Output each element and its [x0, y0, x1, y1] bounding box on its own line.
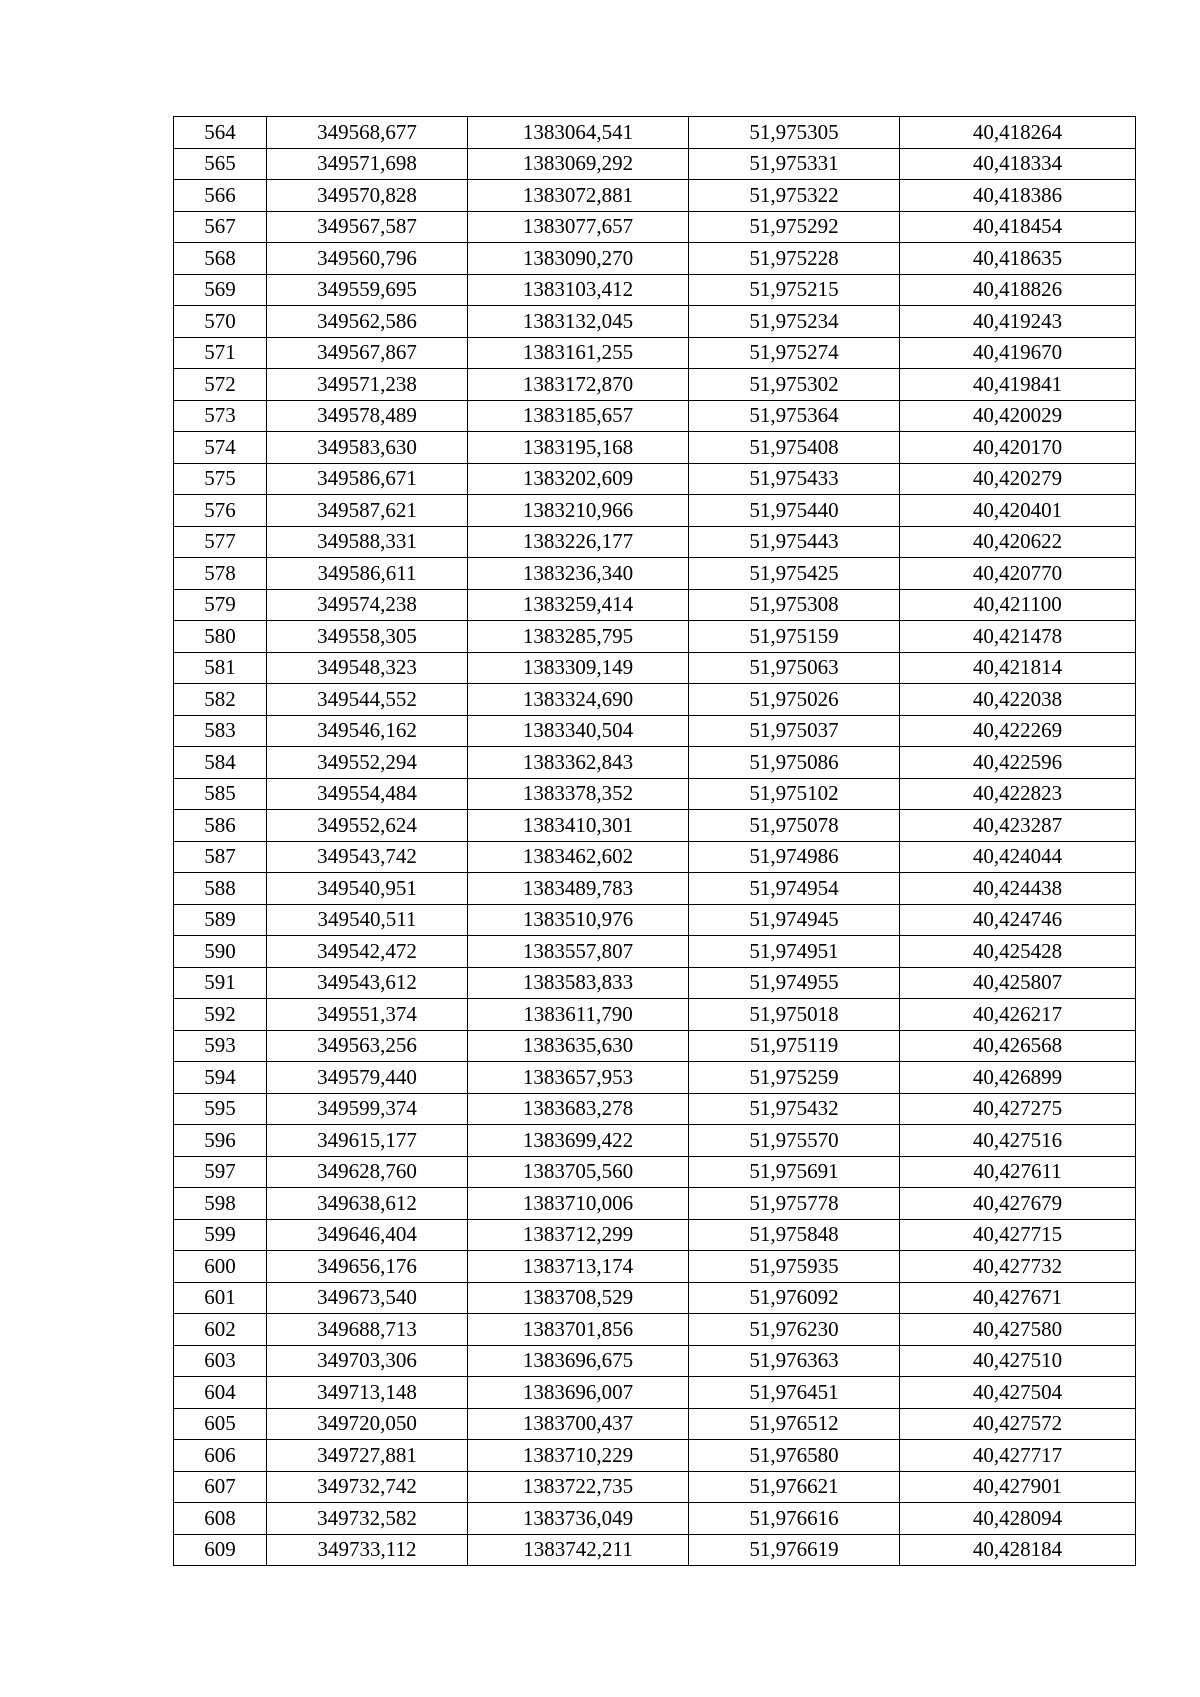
- latitude-cell: 51,976619: [689, 1534, 900, 1566]
- point-number-cell: 584: [174, 747, 267, 779]
- table-row: [174, 904, 1136, 936]
- y-coordinate-cell: 1383708,529: [468, 1282, 689, 1314]
- y-coordinate-cell: 1383705,560: [468, 1156, 689, 1188]
- latitude-cell: 51,975308: [689, 589, 900, 621]
- x-coordinate-cell: 349615,177: [267, 1125, 468, 1157]
- point-number-cell: 574: [174, 432, 267, 464]
- table-row: [174, 526, 1136, 558]
- table-row: [174, 873, 1136, 905]
- latitude-cell: 51,975691: [689, 1156, 900, 1188]
- y-coordinate-cell: 1383712,299: [468, 1219, 689, 1251]
- point-number-cell: 590: [174, 936, 267, 968]
- x-coordinate-cell: 349551,374: [267, 999, 468, 1031]
- x-coordinate-cell: 349646,404: [267, 1219, 468, 1251]
- point-number-cell: 576: [174, 495, 267, 527]
- x-coordinate-cell: 349559,695: [267, 274, 468, 306]
- longitude-cell: 40,427732: [900, 1251, 1136, 1283]
- table-row: [174, 1408, 1136, 1440]
- table-row: [174, 211, 1136, 243]
- latitude-cell: 51,975292: [689, 211, 900, 243]
- latitude-cell: 51,976512: [689, 1408, 900, 1440]
- y-coordinate-cell: 1383742,211: [468, 1534, 689, 1566]
- latitude-cell: 51,975322: [689, 180, 900, 212]
- longitude-cell: 40,422596: [900, 747, 1136, 779]
- point-number-cell: 608: [174, 1503, 267, 1535]
- x-coordinate-cell: 349586,671: [267, 463, 468, 495]
- latitude-cell: 51,976230: [689, 1314, 900, 1346]
- longitude-cell: 40,427510: [900, 1345, 1136, 1377]
- y-coordinate-cell: 1383259,414: [468, 589, 689, 621]
- point-number-cell: 609: [174, 1534, 267, 1566]
- longitude-cell: 40,420622: [900, 526, 1136, 558]
- latitude-cell: 51,975331: [689, 148, 900, 180]
- y-coordinate-cell: 1383077,657: [468, 211, 689, 243]
- y-coordinate-cell: 1383132,045: [468, 306, 689, 338]
- y-coordinate-cell: 1383072,881: [468, 180, 689, 212]
- x-coordinate-cell: 349587,621: [267, 495, 468, 527]
- point-number-cell: 575: [174, 463, 267, 495]
- latitude-cell: 51,975443: [689, 526, 900, 558]
- x-coordinate-cell: 349732,582: [267, 1503, 468, 1535]
- longitude-cell: 40,424438: [900, 873, 1136, 905]
- y-coordinate-cell: 1383069,292: [468, 148, 689, 180]
- table-row: [174, 337, 1136, 369]
- point-number-cell: 606: [174, 1440, 267, 1472]
- table-row: [174, 369, 1136, 401]
- table-row: [174, 747, 1136, 779]
- table-row: [174, 1093, 1136, 1125]
- latitude-cell: 51,975274: [689, 337, 900, 369]
- x-coordinate-cell: 349727,881: [267, 1440, 468, 1472]
- point-number-cell: 577: [174, 526, 267, 558]
- point-number-cell: 603: [174, 1345, 267, 1377]
- x-coordinate-cell: 349568,677: [267, 117, 468, 149]
- longitude-cell: 40,420279: [900, 463, 1136, 495]
- x-coordinate-cell: 349703,306: [267, 1345, 468, 1377]
- point-number-cell: 583: [174, 715, 267, 747]
- table-row: [174, 463, 1136, 495]
- point-number-cell: 585: [174, 778, 267, 810]
- longitude-cell: 40,422269: [900, 715, 1136, 747]
- table-row: [174, 1156, 1136, 1188]
- longitude-cell: 40,425428: [900, 936, 1136, 968]
- longitude-cell: 40,419841: [900, 369, 1136, 401]
- y-coordinate-cell: 1383462,602: [468, 841, 689, 873]
- table-row: [174, 1377, 1136, 1409]
- point-number-cell: 571: [174, 337, 267, 369]
- table-row: [174, 652, 1136, 684]
- latitude-cell: 51,975119: [689, 1030, 900, 1062]
- table-row: [174, 432, 1136, 464]
- longitude-cell: 40,421814: [900, 652, 1136, 684]
- table-row: [174, 1125, 1136, 1157]
- longitude-cell: 40,426568: [900, 1030, 1136, 1062]
- latitude-cell: 51,974954: [689, 873, 900, 905]
- table-row: [174, 400, 1136, 432]
- longitude-cell: 40,420170: [900, 432, 1136, 464]
- table-row: [174, 1062, 1136, 1094]
- point-number-cell: 582: [174, 684, 267, 716]
- point-number-cell: 566: [174, 180, 267, 212]
- table-row: [174, 967, 1136, 999]
- table-row: [174, 117, 1136, 149]
- x-coordinate-cell: 349583,630: [267, 432, 468, 464]
- x-coordinate-cell: 349560,796: [267, 243, 468, 275]
- point-number-cell: 586: [174, 810, 267, 842]
- longitude-cell: 40,427611: [900, 1156, 1136, 1188]
- latitude-cell: 51,975935: [689, 1251, 900, 1283]
- latitude-cell: 51,975018: [689, 999, 900, 1031]
- latitude-cell: 51,975425: [689, 558, 900, 590]
- y-coordinate-cell: 1383103,412: [468, 274, 689, 306]
- x-coordinate-cell: 349567,867: [267, 337, 468, 369]
- point-number-cell: 597: [174, 1156, 267, 1188]
- x-coordinate-cell: 349554,484: [267, 778, 468, 810]
- point-number-cell: 607: [174, 1471, 267, 1503]
- longitude-cell: 40,424746: [900, 904, 1136, 936]
- x-coordinate-cell: 349570,828: [267, 180, 468, 212]
- point-number-cell: 605: [174, 1408, 267, 1440]
- longitude-cell: 40,421478: [900, 621, 1136, 653]
- latitude-cell: 51,975570: [689, 1125, 900, 1157]
- longitude-cell: 40,421100: [900, 589, 1136, 621]
- latitude-cell: 51,975259: [689, 1062, 900, 1094]
- longitude-cell: 40,422038: [900, 684, 1136, 716]
- y-coordinate-cell: 1383185,657: [468, 400, 689, 432]
- x-coordinate-cell: 349552,294: [267, 747, 468, 779]
- table-row: [174, 684, 1136, 716]
- point-number-cell: 592: [174, 999, 267, 1031]
- table-row: [174, 936, 1136, 968]
- y-coordinate-cell: 1383489,783: [468, 873, 689, 905]
- latitude-cell: 51,975848: [689, 1219, 900, 1251]
- x-coordinate-cell: 349571,698: [267, 148, 468, 180]
- table-row: [174, 1503, 1136, 1535]
- table-row: [174, 1219, 1136, 1251]
- x-coordinate-cell: 349638,612: [267, 1188, 468, 1220]
- latitude-cell: 51,975102: [689, 778, 900, 810]
- x-coordinate-cell: 349562,586: [267, 306, 468, 338]
- table-row: [174, 495, 1136, 527]
- point-number-cell: 593: [174, 1030, 267, 1062]
- y-coordinate-cell: 1383710,006: [468, 1188, 689, 1220]
- y-coordinate-cell: 1383236,340: [468, 558, 689, 590]
- y-coordinate-cell: 1383064,541: [468, 117, 689, 149]
- x-coordinate-cell: 349567,587: [267, 211, 468, 243]
- latitude-cell: 51,975078: [689, 810, 900, 842]
- y-coordinate-cell: 1383324,690: [468, 684, 689, 716]
- latitude-cell: 51,974951: [689, 936, 900, 968]
- point-number-cell: 565: [174, 148, 267, 180]
- longitude-cell: 40,427504: [900, 1377, 1136, 1409]
- y-coordinate-cell: 1383583,833: [468, 967, 689, 999]
- x-coordinate-cell: 349540,511: [267, 904, 468, 936]
- coordinates-table-body: [174, 117, 1136, 1566]
- table-row: [174, 1471, 1136, 1503]
- table-row: [174, 1188, 1136, 1220]
- point-number-cell: 578: [174, 558, 267, 590]
- longitude-cell: 40,426899: [900, 1062, 1136, 1094]
- point-number-cell: 572: [174, 369, 267, 401]
- point-number-cell: 589: [174, 904, 267, 936]
- table-row: [174, 810, 1136, 842]
- x-coordinate-cell: 349688,713: [267, 1314, 468, 1346]
- longitude-cell: 40,423287: [900, 810, 1136, 842]
- x-coordinate-cell: 349574,238: [267, 589, 468, 621]
- latitude-cell: 51,975228: [689, 243, 900, 275]
- point-number-cell: 599: [174, 1219, 267, 1251]
- longitude-cell: 40,428094: [900, 1503, 1136, 1535]
- x-coordinate-cell: 349599,374: [267, 1093, 468, 1125]
- y-coordinate-cell: 1383226,177: [468, 526, 689, 558]
- longitude-cell: 40,427671: [900, 1282, 1136, 1314]
- point-number-cell: 569: [174, 274, 267, 306]
- y-coordinate-cell: 1383410,301: [468, 810, 689, 842]
- y-coordinate-cell: 1383362,843: [468, 747, 689, 779]
- point-number-cell: 579: [174, 589, 267, 621]
- x-coordinate-cell: 349656,176: [267, 1251, 468, 1283]
- x-coordinate-cell: 349543,742: [267, 841, 468, 873]
- y-coordinate-cell: 1383557,807: [468, 936, 689, 968]
- point-number-cell: 600: [174, 1251, 267, 1283]
- latitude-cell: 51,976451: [689, 1377, 900, 1409]
- longitude-cell: 40,424044: [900, 841, 1136, 873]
- latitude-cell: 51,975305: [689, 117, 900, 149]
- point-number-cell: 591: [174, 967, 267, 999]
- point-number-cell: 581: [174, 652, 267, 684]
- table-row: [174, 148, 1136, 180]
- latitude-cell: 51,975302: [689, 369, 900, 401]
- point-number-cell: 604: [174, 1377, 267, 1409]
- y-coordinate-cell: 1383195,168: [468, 432, 689, 464]
- y-coordinate-cell: 1383285,795: [468, 621, 689, 653]
- point-number-cell: 580: [174, 621, 267, 653]
- latitude-cell: 51,976621: [689, 1471, 900, 1503]
- point-number-cell: 587: [174, 841, 267, 873]
- latitude-cell: 51,976092: [689, 1282, 900, 1314]
- x-coordinate-cell: 349543,612: [267, 967, 468, 999]
- y-coordinate-cell: 1383722,735: [468, 1471, 689, 1503]
- latitude-cell: 51,976616: [689, 1503, 900, 1535]
- x-coordinate-cell: 349628,760: [267, 1156, 468, 1188]
- longitude-cell: 40,427572: [900, 1408, 1136, 1440]
- x-coordinate-cell: 349578,489: [267, 400, 468, 432]
- longitude-cell: 40,418386: [900, 180, 1136, 212]
- longitude-cell: 40,427715: [900, 1219, 1136, 1251]
- latitude-cell: 51,975778: [689, 1188, 900, 1220]
- longitude-cell: 40,427717: [900, 1440, 1136, 1472]
- x-coordinate-cell: 349544,552: [267, 684, 468, 716]
- point-number-cell: 564: [174, 117, 267, 149]
- point-number-cell: 594: [174, 1062, 267, 1094]
- x-coordinate-cell: 349579,440: [267, 1062, 468, 1094]
- longitude-cell: 40,418635: [900, 243, 1136, 275]
- latitude-cell: 51,975440: [689, 495, 900, 527]
- y-coordinate-cell: 1383699,422: [468, 1125, 689, 1157]
- latitude-cell: 51,974945: [689, 904, 900, 936]
- y-coordinate-cell: 1383713,174: [468, 1251, 689, 1283]
- table-row: [174, 715, 1136, 747]
- latitude-cell: 51,974986: [689, 841, 900, 873]
- table-row: [174, 841, 1136, 873]
- x-coordinate-cell: 349586,611: [267, 558, 468, 590]
- y-coordinate-cell: 1383657,953: [468, 1062, 689, 1094]
- longitude-cell: 40,427901: [900, 1471, 1136, 1503]
- point-number-cell: 567: [174, 211, 267, 243]
- y-coordinate-cell: 1383172,870: [468, 369, 689, 401]
- x-coordinate-cell: 349571,238: [267, 369, 468, 401]
- longitude-cell: 40,418264: [900, 117, 1136, 149]
- y-coordinate-cell: 1383696,675: [468, 1345, 689, 1377]
- latitude-cell: 51,975159: [689, 621, 900, 653]
- y-coordinate-cell: 1383210,966: [468, 495, 689, 527]
- x-coordinate-cell: 349548,323: [267, 652, 468, 684]
- y-coordinate-cell: 1383635,630: [468, 1030, 689, 1062]
- x-coordinate-cell: 349558,305: [267, 621, 468, 653]
- longitude-cell: 40,426217: [900, 999, 1136, 1031]
- longitude-cell: 40,418454: [900, 211, 1136, 243]
- point-number-cell: 595: [174, 1093, 267, 1125]
- y-coordinate-cell: 1383378,352: [468, 778, 689, 810]
- point-number-cell: 601: [174, 1282, 267, 1314]
- table-row: [174, 243, 1136, 275]
- table-row: [174, 180, 1136, 212]
- latitude-cell: 51,975063: [689, 652, 900, 684]
- latitude-cell: 51,976580: [689, 1440, 900, 1472]
- y-coordinate-cell: 1383161,255: [468, 337, 689, 369]
- longitude-cell: 40,427275: [900, 1093, 1136, 1125]
- table-row: [174, 1251, 1136, 1283]
- longitude-cell: 40,418826: [900, 274, 1136, 306]
- latitude-cell: 51,975364: [689, 400, 900, 432]
- y-coordinate-cell: 1383340,504: [468, 715, 689, 747]
- y-coordinate-cell: 1383090,270: [468, 243, 689, 275]
- table-row: [174, 1030, 1136, 1062]
- latitude-cell: 51,975408: [689, 432, 900, 464]
- table-row: [174, 558, 1136, 590]
- longitude-cell: 40,420401: [900, 495, 1136, 527]
- x-coordinate-cell: 349540,951: [267, 873, 468, 905]
- table-row: [174, 589, 1136, 621]
- longitude-cell: 40,427679: [900, 1188, 1136, 1220]
- y-coordinate-cell: 1383696,007: [468, 1377, 689, 1409]
- table-row: [174, 999, 1136, 1031]
- x-coordinate-cell: 349588,331: [267, 526, 468, 558]
- longitude-cell: 40,419243: [900, 306, 1136, 338]
- y-coordinate-cell: 1383309,149: [468, 652, 689, 684]
- table-row: [174, 1534, 1136, 1566]
- y-coordinate-cell: 1383701,856: [468, 1314, 689, 1346]
- table-row: [174, 1440, 1136, 1472]
- table-row: [174, 1345, 1136, 1377]
- latitude-cell: 51,975037: [689, 715, 900, 747]
- longitude-cell: 40,425807: [900, 967, 1136, 999]
- x-coordinate-cell: 349713,148: [267, 1377, 468, 1409]
- table-row: [174, 306, 1136, 338]
- x-coordinate-cell: 349720,050: [267, 1408, 468, 1440]
- point-number-cell: 568: [174, 243, 267, 275]
- y-coordinate-cell: 1383710,229: [468, 1440, 689, 1472]
- latitude-cell: 51,975026: [689, 684, 900, 716]
- table-row: [174, 621, 1136, 653]
- longitude-cell: 40,427516: [900, 1125, 1136, 1157]
- x-coordinate-cell: 349673,540: [267, 1282, 468, 1314]
- latitude-cell: 51,975432: [689, 1093, 900, 1125]
- point-number-cell: 598: [174, 1188, 267, 1220]
- x-coordinate-cell: 349733,112: [267, 1534, 468, 1566]
- table-row: [174, 778, 1136, 810]
- longitude-cell: 40,427580: [900, 1314, 1136, 1346]
- longitude-cell: 40,420029: [900, 400, 1136, 432]
- x-coordinate-cell: 349563,256: [267, 1030, 468, 1062]
- y-coordinate-cell: 1383510,976: [468, 904, 689, 936]
- y-coordinate-cell: 1383611,790: [468, 999, 689, 1031]
- y-coordinate-cell: 1383683,278: [468, 1093, 689, 1125]
- point-number-cell: 596: [174, 1125, 267, 1157]
- x-coordinate-cell: 349542,472: [267, 936, 468, 968]
- longitude-cell: 40,422823: [900, 778, 1136, 810]
- longitude-cell: 40,418334: [900, 148, 1136, 180]
- longitude-cell: 40,420770: [900, 558, 1136, 590]
- point-number-cell: 573: [174, 400, 267, 432]
- point-number-cell: 570: [174, 306, 267, 338]
- latitude-cell: 51,975086: [689, 747, 900, 779]
- latitude-cell: 51,974955: [689, 967, 900, 999]
- x-coordinate-cell: 349546,162: [267, 715, 468, 747]
- latitude-cell: 51,976363: [689, 1345, 900, 1377]
- longitude-cell: 40,428184: [900, 1534, 1136, 1566]
- latitude-cell: 51,975234: [689, 306, 900, 338]
- latitude-cell: 51,975215: [689, 274, 900, 306]
- point-number-cell: 602: [174, 1314, 267, 1346]
- x-coordinate-cell: 349732,742: [267, 1471, 468, 1503]
- table-row: [174, 1282, 1136, 1314]
- point-number-cell: 588: [174, 873, 267, 905]
- y-coordinate-cell: 1383700,437: [468, 1408, 689, 1440]
- table-row: [174, 1314, 1136, 1346]
- coordinates-table: [173, 116, 1136, 1566]
- longitude-cell: 40,419670: [900, 337, 1136, 369]
- y-coordinate-cell: 1383202,609: [468, 463, 689, 495]
- table-row: [174, 274, 1136, 306]
- x-coordinate-cell: 349552,624: [267, 810, 468, 842]
- latitude-cell: 51,975433: [689, 463, 900, 495]
- y-coordinate-cell: 1383736,049: [468, 1503, 689, 1535]
